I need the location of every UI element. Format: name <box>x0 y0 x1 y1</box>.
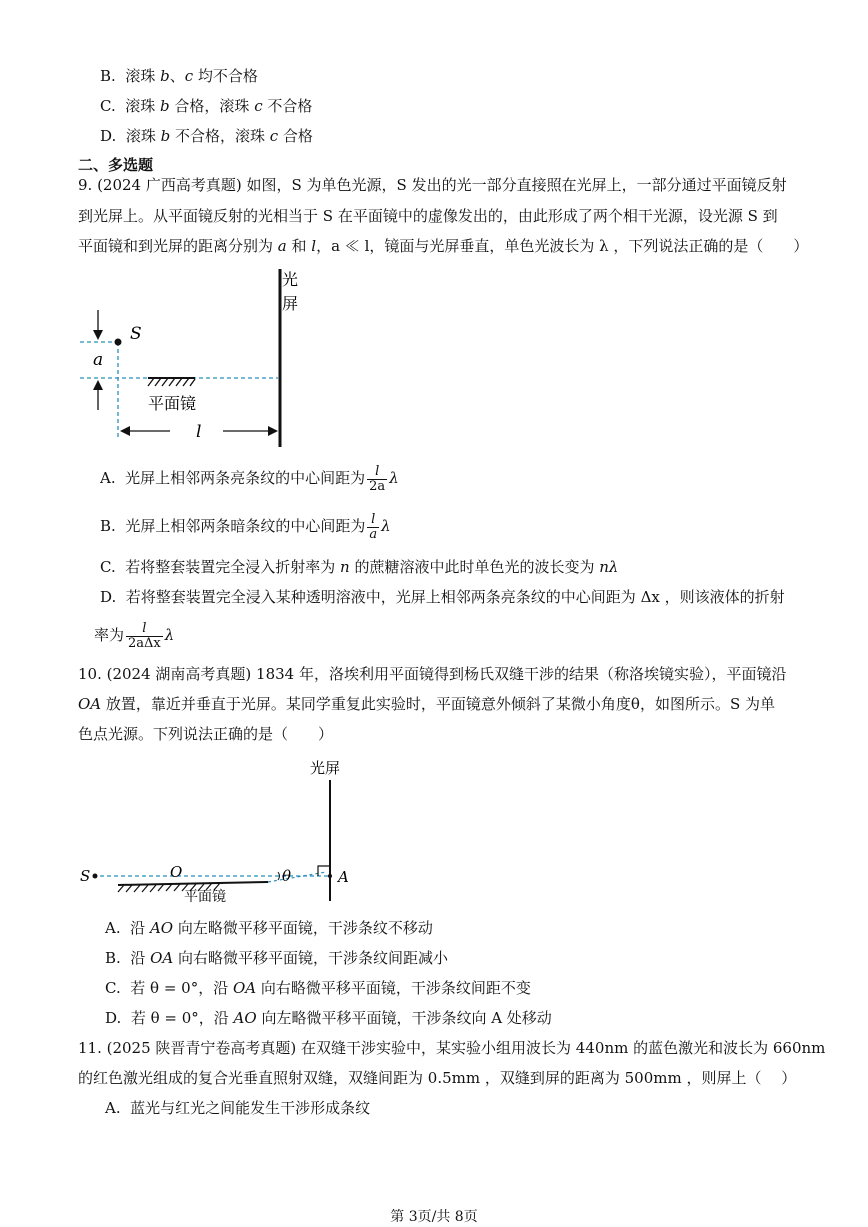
q9-option-d-line1: D. 若将整套装置完全浸入某种透明溶液中，光屏上相邻两条亮条纹的中心间距为 Δx ，则该液体的折射 <box>100 588 785 606</box>
q9-option-b: B. 光屏上相邻两条暗条纹的中心间距为 $\frac{l}{a}$ λ <box>100 511 391 542</box>
q8-option-c: C. 滚珠 b 合格，滚珠 c 不合格 <box>100 97 313 115</box>
q9-source-point <box>115 339 122 346</box>
q8-option-d: D. 滚珠 b 不合格，滚珠 c 合格 <box>100 127 313 145</box>
q9-stem-line3: 平面镜和到光屏的距离分别为 a 和 l，a ≪ l，镜面与光屏垂直，单色光波长为 λ ，下列说法正确的是（ ） <box>78 237 809 255</box>
q8-option-b: B. 滚珠 b、c 均不合格 <box>100 67 258 85</box>
q9-screen-label-1: 光 <box>282 270 299 289</box>
q10-dashed-extension <box>268 872 326 882</box>
q9-screen-label-2: 屏 <box>282 294 299 313</box>
q11-stem-line2: 的红色激光组成的复合光垂直照射双缝，双缝间距为 0.5mm ，双缝到屏的距离为 500mm ，则屏上（ ） <box>78 1069 797 1087</box>
page-footer: 第 3页/共 8页 <box>390 1209 478 1225</box>
q9-option-c: C. 若将整套装置完全浸入折射率为 n 的蔗糖溶液中此时单色光的波长变为 nλ <box>100 558 619 576</box>
q9-figure <box>60 265 320 455</box>
q10-option-a: A. 沿 AO 向左略微平移平面镜，干涉条纹不移动 <box>105 919 433 937</box>
q10-stem-line2: OA 放置，靠近并垂直于光屏。某同学重复此实验时，平面镜意外倾斜了某微小角度θ，如图所示。S 为单 <box>78 695 775 713</box>
q10-a-label: A <box>338 868 349 886</box>
q11-stem-line1: 11. (2025 陕晋青宁卷高考真题) 在双缝干涉实验中，某实验小组用波长为 440nm 的蓝色激光和波长为 660nm <box>78 1039 826 1057</box>
q9-a-fraction: $\frac{l}{2a}$ <box>369 463 386 494</box>
q10-right-angle <box>318 866 330 876</box>
q10-theta-label: θ <box>282 867 292 885</box>
q9-a-label: a <box>93 350 104 370</box>
q9-option-d-line2: 率为 $\frac{l}{\text{2aΔx}}$ λ <box>94 620 175 651</box>
q10-option-b: B. 沿 OA 向右略微平移平面镜，干涉条纹间距减小 <box>105 949 449 967</box>
q9-b-fraction: $\frac{l}{a}$ <box>369 511 378 542</box>
section-title: 二、多选题 <box>78 156 154 174</box>
q10-option-c: C. 若 θ = 0°，沿 OA 向右略微平移平面镜，干涉条纹间距不变 <box>105 979 531 997</box>
q9-d-fraction: $\frac{l}{\text{2aΔx}}$ <box>128 620 161 651</box>
q9-l-label: l <box>196 422 202 442</box>
q10-o-label: O <box>170 863 183 881</box>
q9-stem-line1: 9. (2024 广西高考真题) 如图，S 为单色光源，S 发出的光一部分直接照在光屏上，一部分通过平面镜反射 <box>78 176 787 194</box>
q11-option-a: A. 蓝光与红光之间能发生干涉形成条纹 <box>105 1099 371 1117</box>
q10-tilted-mirror <box>118 882 268 885</box>
q10-source-point <box>93 874 98 879</box>
q10-option-d: D. 若 θ = 0°，沿 AO 向左略微平移平面镜，干涉条纹向 A 处移动 <box>105 1009 552 1027</box>
q10-screen-label: 光屏 <box>310 759 341 777</box>
q9-option-a: A. 光屏上相邻两条亮条纹的中心间距为 $\frac{l}{2a}$ λ <box>100 463 399 494</box>
q9-source-label: S <box>130 324 142 344</box>
q10-stem-line3: 色点光源。下列说法正确的是（ ） <box>78 725 334 743</box>
q10-s-label: S <box>80 867 91 885</box>
q10-mirror-label: 平面镜 <box>184 889 226 905</box>
q10-figure <box>78 755 368 905</box>
q9-mirror-label: 平面镜 <box>148 394 197 413</box>
q9-stem-line2: 到光屏上。从平面镜反射的光相当于 S 在平面镜中的虚像发出的，由此形成了两个相干光源，设光源 S 到 <box>78 207 778 225</box>
q10-stem-line1: 10. (2024 湖南高考真题) 1834 年，洛埃利用平面镜得到杨氏双缝干涉的结果（称洛埃镜实验），平面镜沿 <box>78 665 787 683</box>
